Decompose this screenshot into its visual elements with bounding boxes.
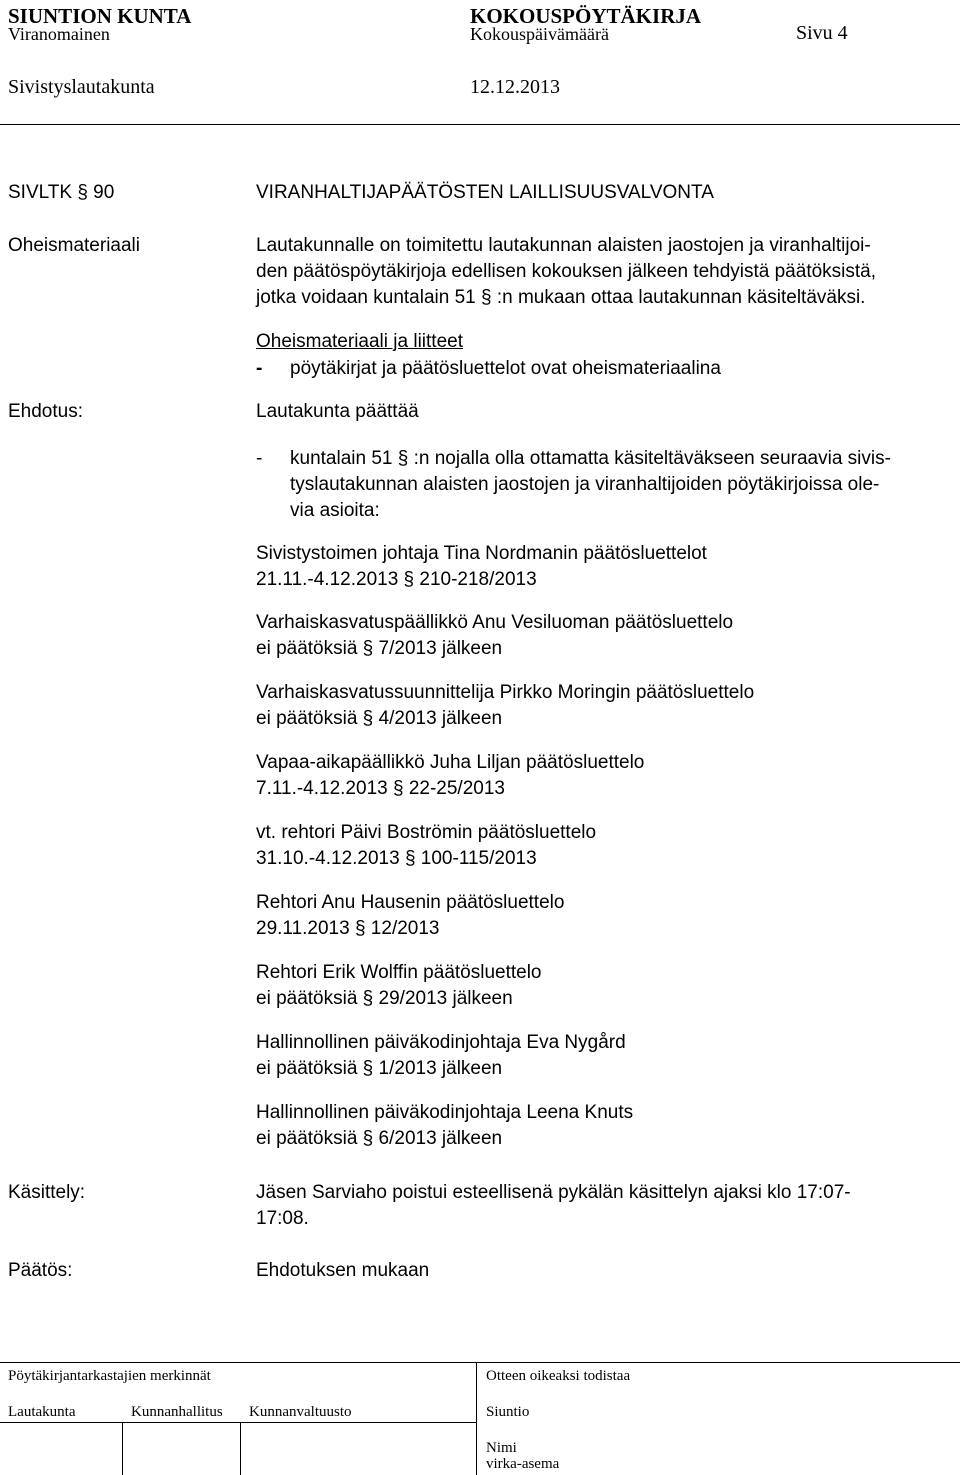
decision-list-entry	[256, 1030, 626, 1082]
decision-list-entry	[256, 960, 542, 1012]
entry-detail: ei päätöksiä § 4/2013 jälkeen	[256, 708, 503, 729]
entry-title: Varhaiskasvatussuunnittelija Pirkko Moringin päätösluettelo	[256, 682, 755, 703]
section-title: VIRANHALTIJAPÄÄTÖSTEN LAILLISUUSVALVONTA	[256, 182, 714, 203]
oheismateriaali-line: jotka voidaan kuntalain 51 § :n mukaan ottaa lautakunnan käsiteltäväksi.	[256, 287, 866, 308]
entry-title: Sivistystoimen johtaja Tina Nordmanin päätösluettelot	[256, 543, 707, 564]
decision-text	[290, 446, 891, 524]
decision-list-entry	[256, 1100, 633, 1152]
footer-title-label: virka-asema	[486, 1456, 560, 1472]
entry-detail: ei päätöksiä § 7/2013 jälkeen	[256, 638, 503, 659]
kasittely-label: Käsittely:	[8, 1182, 86, 1203]
paatos-text: Ehdotuksen mukaan	[256, 1260, 430, 1281]
entry-detail: 7.11.-4.12.2013 § 22-25/2013	[256, 778, 505, 799]
footer-col-kunnanhallitus: Kunnanhallitus	[131, 1404, 223, 1420]
attachment-dash: -	[256, 358, 263, 379]
entry-detail: 31.10.-4.12.2013 § 100-115/2013	[256, 848, 537, 869]
decision-list-entry	[256, 541, 707, 593]
footer-col-lautakunta: Lautakunta	[8, 1404, 76, 1420]
decision-line: via asioita:	[290, 500, 380, 521]
initials-heading: Pöytäkirjantarkastajien merkinnät	[8, 1368, 211, 1384]
oheismateriaali-line: Lautakunnalle on toimitettu lautakunnan alaisten jaostojen ja viranhaltijoi-	[256, 235, 871, 256]
entry-title: Hallinnollinen päiväkodinjohtaja Leena Knuts	[256, 1102, 634, 1123]
kasittely-text	[256, 1180, 851, 1232]
ehdotus-heading: Lautakunta päättää	[256, 401, 419, 422]
ehdotus-label: Ehdotus:	[8, 401, 83, 422]
header-divider	[0, 124, 960, 125]
footer-col-divider-2	[240, 1422, 241, 1475]
authority-label: Viranomainen	[8, 24, 110, 44]
kasittely-line: 17:08.	[256, 1208, 309, 1229]
entry-title: vt. rehtori Päivi Boströmin päätösluettelo	[256, 822, 597, 843]
entry-detail: ei päätöksiä § 1/2013 jälkeen	[256, 1058, 503, 1079]
section-number: SIVLTK § 90	[8, 182, 115, 203]
footer-col-kunnanvaltuusto: Kunnanvaltuusto	[249, 1404, 352, 1420]
entry-title: Varhaiskasvatuspäällikkö Anu Vesiluoman päätösluettelo	[256, 612, 734, 633]
entry-detail: ei päätöksiä § 6/2013 jälkeen	[256, 1128, 503, 1149]
entry-title: Rehtori Anu Hausenin päätösluettelo	[256, 892, 565, 913]
footer-place: Siuntio	[486, 1404, 530, 1420]
meeting-date: 12.12.2013	[470, 76, 560, 98]
certified-heading: Otteen oikeaksi todistaa	[486, 1368, 631, 1384]
entry-title: Hallinnollinen päiväkodinjohtaja Eva Nygård	[256, 1032, 626, 1053]
attachment-item: pöytäkirjat ja päätösluettelot ovat oheismateriaalina	[290, 358, 721, 379]
decision-dash: -	[256, 448, 263, 469]
decision-list-entry	[256, 890, 564, 942]
page-number: Sivu 4	[796, 22, 848, 44]
oheismateriaali-line: den päätöspöytäkirjoja edellisen kokouksen jälkeen tehdyistä päätöksistä,	[256, 261, 877, 282]
entry-title: Rehtori Erik Wolffin päätösluettelo	[256, 962, 542, 983]
entry-detail: ei päätöksiä § 29/2013 jälkeen	[256, 988, 513, 1009]
decision-list-entry	[256, 680, 754, 732]
attachments-heading: Oheismateriaali ja liitteet	[256, 331, 463, 352]
entry-detail: 29.11.2013 § 12/2013	[256, 918, 440, 939]
kasittely-line: Jäsen Sarviaho poistui esteellisenä pykälän käsittelyn ajaksi klo 17:07-	[256, 1182, 851, 1203]
footer-columns-line	[0, 1422, 476, 1423]
decision-line: tyslautakunnan alaisten jaostojen ja viranhaltijoiden pöytäkirjoissa ole-	[290, 474, 880, 495]
date-label: Kokouspäivämäärä	[470, 24, 609, 44]
footer-col-divider-1	[122, 1422, 123, 1475]
decision-line: kuntalain 51 § :n nojalla olla ottamatta käsiteltäväkseen seuraavia sivis-	[290, 448, 891, 469]
oheismateriaali-text	[256, 233, 876, 311]
oheismateriaali-label: Oheismateriaali	[8, 235, 140, 256]
decision-list-entry	[256, 820, 596, 872]
paatos-label: Päätös:	[8, 1260, 73, 1281]
authority-name: Sivistyslautakunta	[8, 76, 155, 98]
decision-list-entry	[256, 750, 644, 802]
org-name: SIUNTION KUNTA	[8, 4, 192, 28]
document-type: KOKOUSPÖYTÄKIRJA	[470, 4, 702, 28]
footer-name-label: Nimi	[486, 1440, 517, 1456]
entry-detail: 21.11.-4.12.2013 § 210-218/2013	[256, 569, 537, 590]
footer-center-divider	[476, 1362, 477, 1475]
entry-title: Vapaa-aikapäällikkö Juha Liljan päätösluettelo	[256, 752, 645, 773]
footer-top-line	[0, 1362, 960, 1363]
decision-list-entry	[256, 610, 733, 662]
